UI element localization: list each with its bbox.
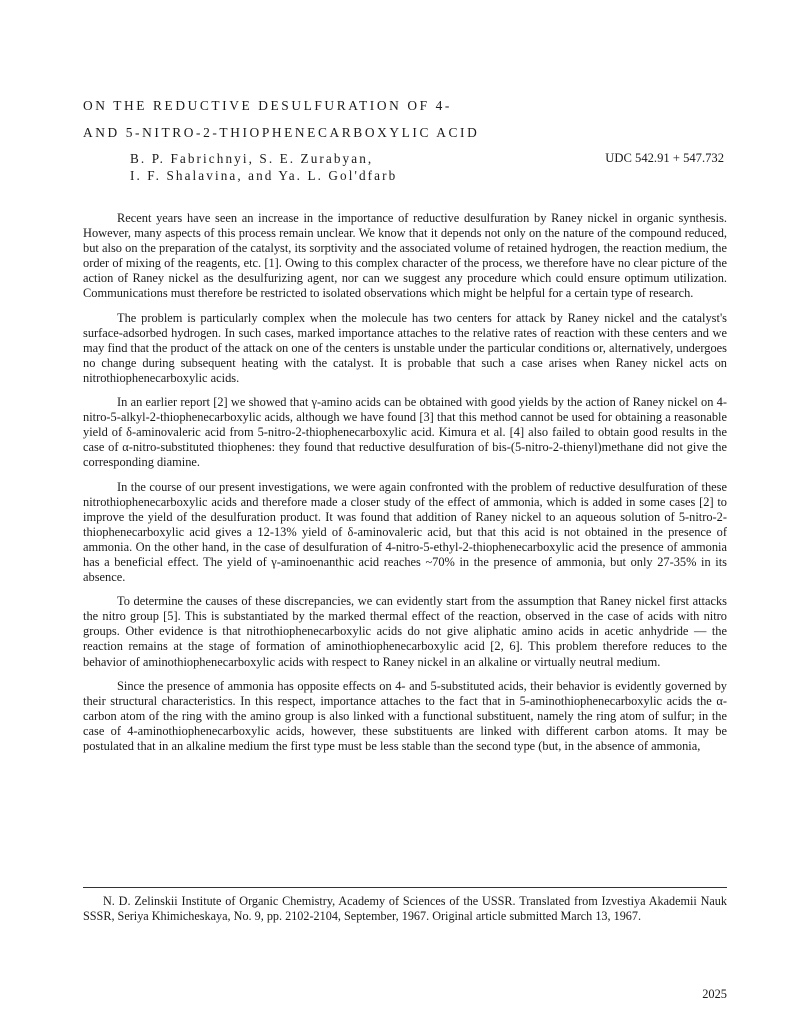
title-line-1: ON THE REDUCTIVE DESULFURATION OF 4-	[83, 98, 452, 113]
paragraph-5: To determine the causes of these discrepancies, we can evidently start from the assumption that Raney nickel first attacks the nitro group [5]. This is substantiated by the marked thermal effect of the reaction, observed in the case of acids with nitro groups. Other evidence is that nitrothiophenecarboxylic acids do not give aliphatic amino acids in acetic anhydride — the reaction remains at the stage of formation of aminothiophenecarboxylic acid [2, 6]. This problem therefore reduces to the behavior of aminothiophenecarboxylic acids with respect to Raney nickel in an alkaline or virtually neutral medium.	[83, 594, 727, 669]
authors-line-1: B. P. Fabrichnyi, S. E. Zurabyan,	[130, 151, 374, 166]
paragraph-2: The problem is particularly complex when the molecule has two centers for attack by Raney nickel and the catalyst's surface-adsorbed hydrogen. In such cases, marked importance attaches to the relative rates of reaction with these centers and we may find that the product of the attack on one of the centers is unstable under the particular conditions or, alternatively, undergoes no change during subsequent heating with the catalyst. It is probable that such a case arises when Raney nickel acts on nitrothiophenecarboxylic acids.	[83, 310, 727, 385]
footnote-divider	[83, 887, 727, 888]
udc-classification: UDC 542.91 + 547.732	[605, 151, 724, 165]
page-number: 2025	[702, 987, 727, 1001]
title-line-2: AND 5-NITRO-2-THIOPHENECARBOXYLIC ACID	[83, 125, 480, 140]
footnote-text: N. D. Zelinskii Institute of Organic Chemistry, Academy of Sciences of the USSR. Translated from Izvestiya Akademii Nauk SSSR, Seriya Khimicheskaya, No. 9, pp. 2102-2104, September, 1967. Original article submitted March 13, 1967.	[83, 894, 727, 923]
paragraph-6: Since the presence of ammonia has opposite effects on 4- and 5-substituted acids, their behavior is evidently governed by their structural characteristics. In this respect, importance attaches to the fact that in 5-aminothiophenecarboxylic acids the α-carbon atom of the ring with the amino group is also linked with a functional substituent, namely the ring atom of sulfur; in the case of 4-aminothiophenecarboxylic acids, however, these substituents are linked with different carbon atoms. It may be postulated that in an alkaline medium the first type must be less stable than the second type (but, in the absence of ammonia,	[83, 678, 727, 753]
article-title	[83, 92, 723, 146]
paragraph-3: In an earlier report [2] we showed that γ-amino acids can be obtained with good yields by the action of Raney nickel on 4-nitro-5-alkyl-2-thiophenecarboxylic acids, although we have found [3] that this method cannot be used for obtaining a reasonable yield of δ-aminovaleric acid from 5-nitro-2-thiophenecarboxylic acid. Kimura et al. [4] also failed to obtain good results in the case of α-nitro-substituted thiophenes: they found that reductive desulfuration of bis-(5-nitro-2-thienyl)methane did not give the corresponding diamine.	[83, 395, 727, 470]
author-list	[130, 150, 397, 184]
article-body	[83, 211, 727, 763]
footnote	[83, 894, 727, 924]
paragraph-1: Recent years have seen an increase in the importance of reductive desulfuration by Raney nickel in organic synthesis. However, many aspects of this process remain unclear. We know that it depends not only on the nature of the compound reduced, but also on the preparation of the catalyst, its sorptivity and the associated volume of retained hydrogen, the reaction medium, the order of mixing of the reagents, etc. [1]. Owing to this complex character of the process, we therefore have no clear picture of the action of Raney nickel as the desulfurizing agent, nor can we suggest any procedure which could ensure optimum utilization. Communications must therefore be restricted to isolated observations which might be helpful for a certain type of research.	[83, 211, 727, 301]
authors-line-2: I. F. Shalavina, and Ya. L. Gol'dfarb	[130, 168, 398, 183]
paragraph-4: In the course of our present investigations, we were again confronted with the problem of reductive desulfuration of these nitrothiophenecarboxylic acids and therefore made a closer study of the effect of ammonia, which is added in some cases [2] to improve the yield of the desulfuration product. It was found that addition of Raney nickel to an aqueous solution of 5-nitro-2-thiophenecarboxylic acid gives a 12-13% yield of δ-aminovaleric acid, but that this acid is not obtained in the presence of ammonia. On the other hand, in the case of desulfuration of 4-nitro-5-ethyl-2-thiophenecarboxylic acid the presence of ammonia has a beneficial effect. The yield of γ-aminoenanthic acid reaches ~70% in the presence of ammonia, but only 27-35% in its absence.	[83, 479, 727, 585]
